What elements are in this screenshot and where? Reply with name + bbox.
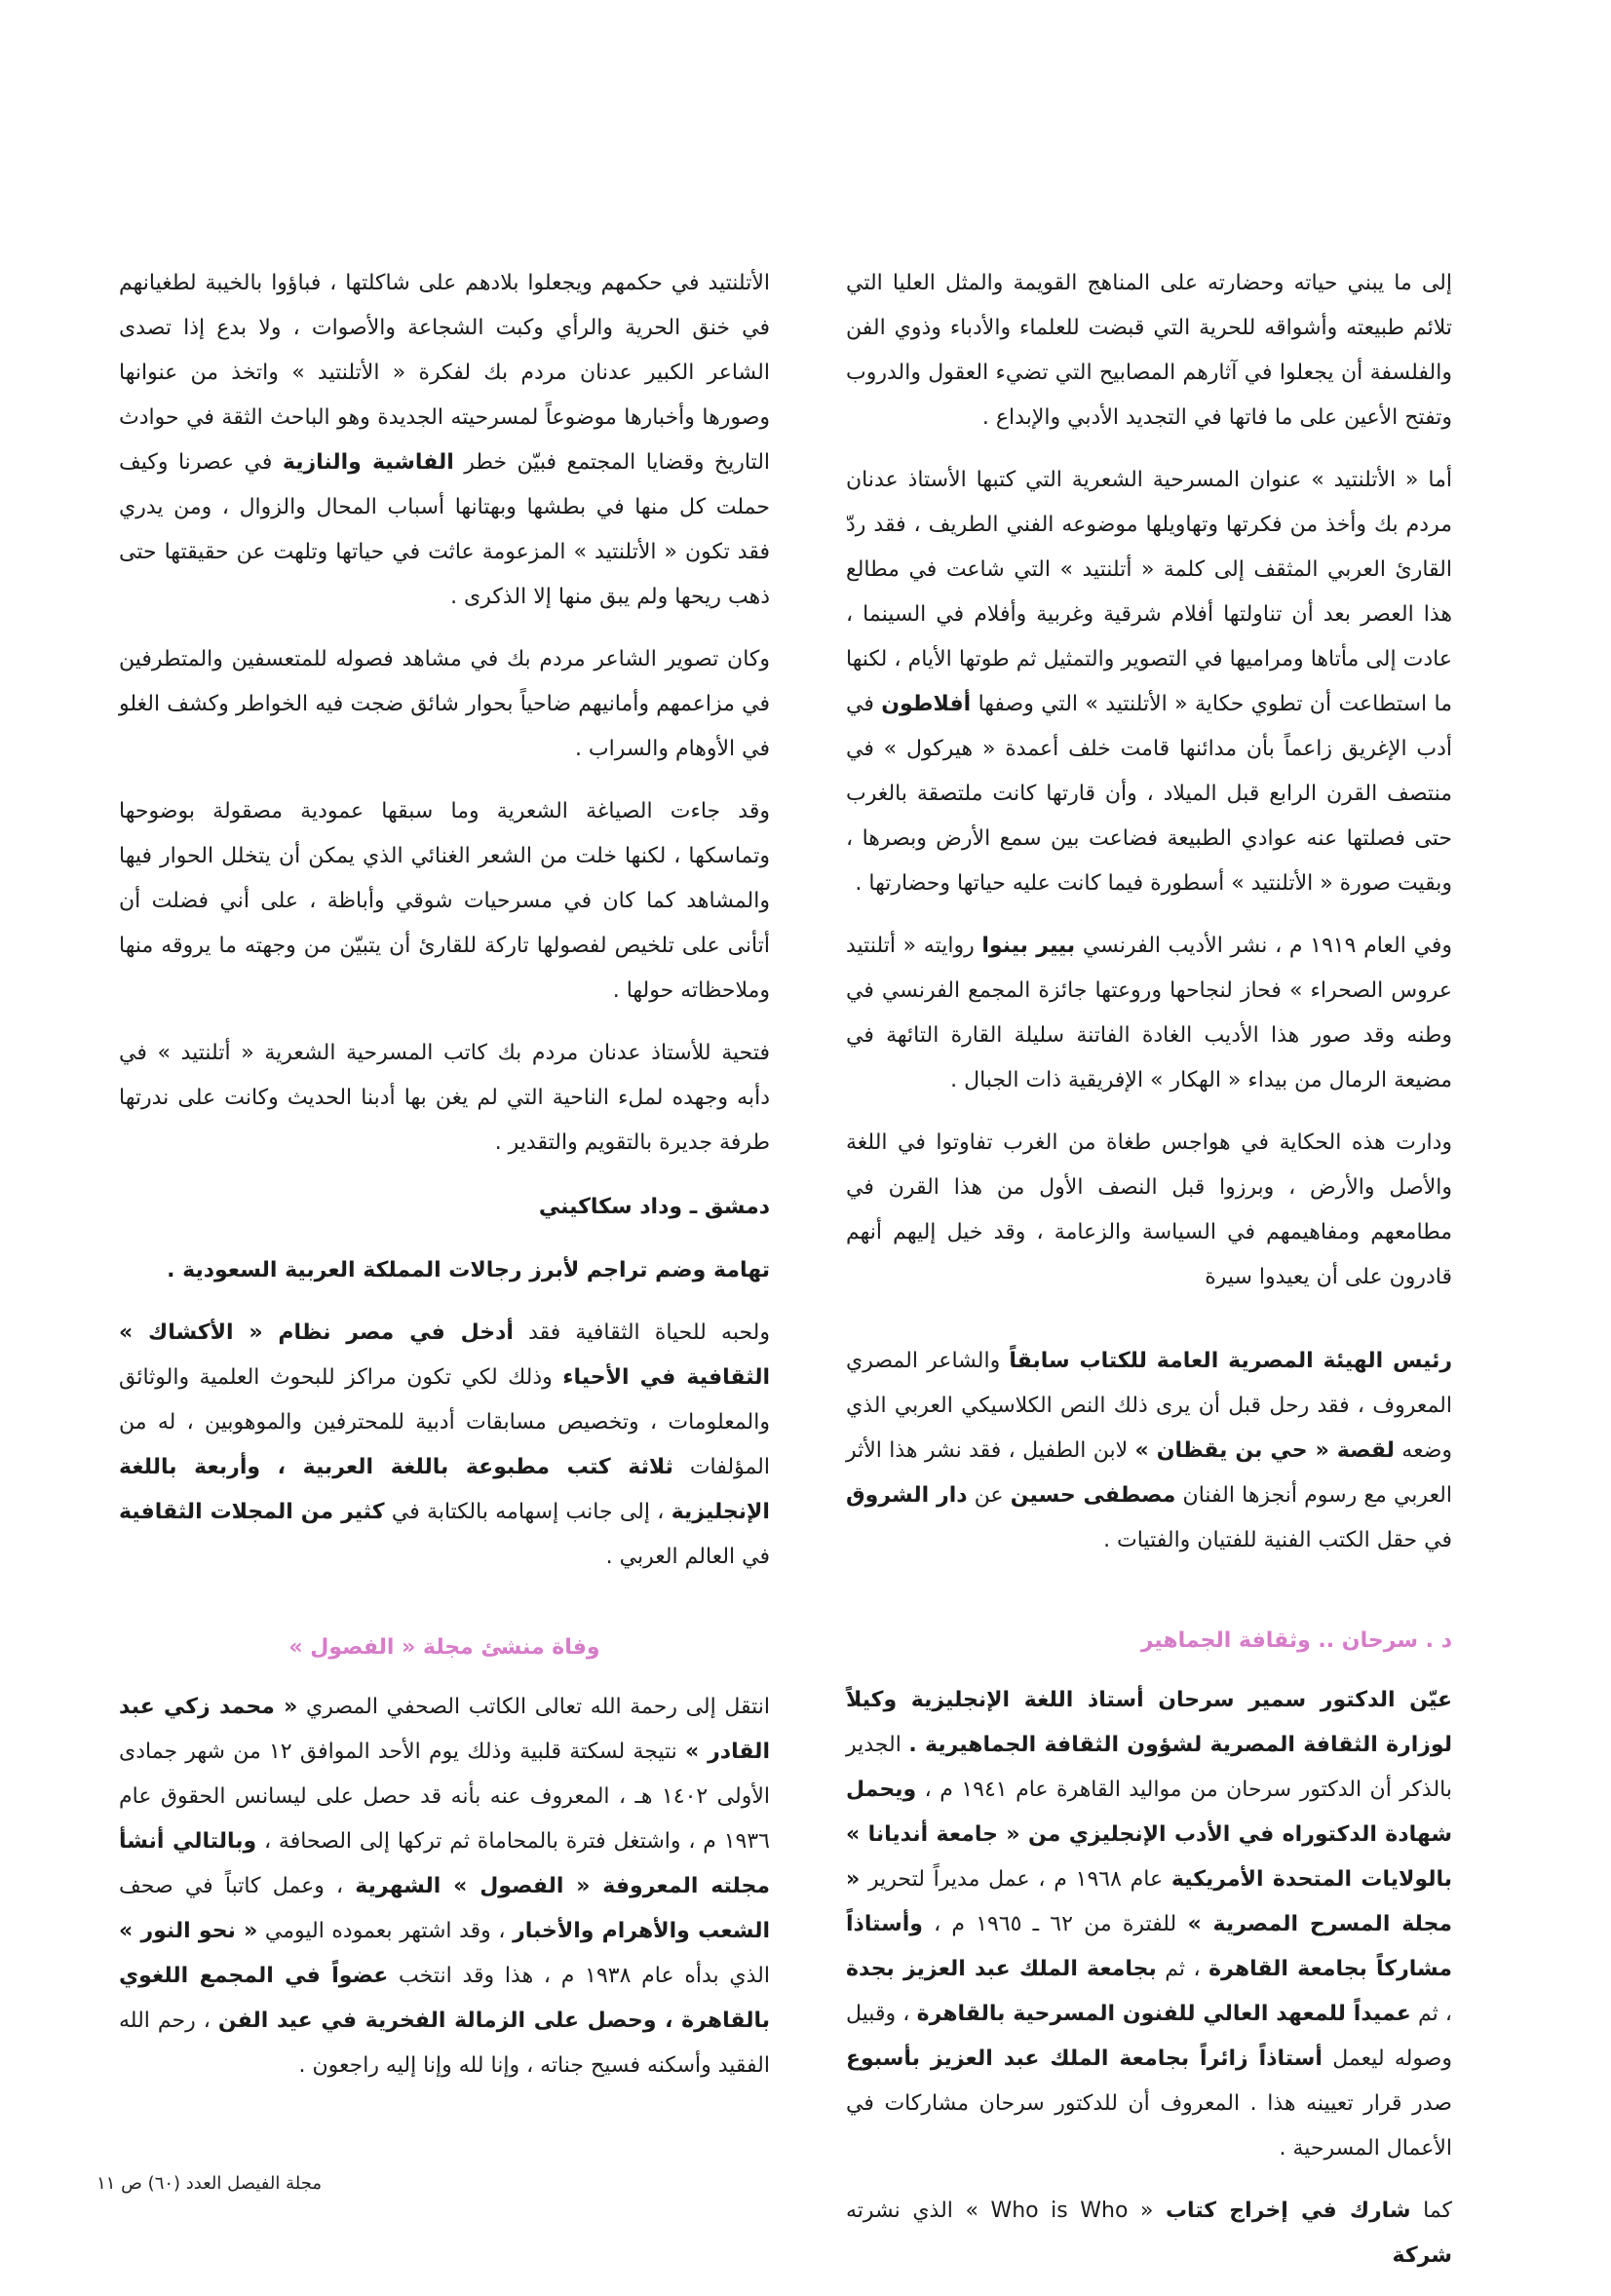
section-heading-sarhan: د . سرحان .. وثقافة الجماهير <box>1140 1628 1452 1653</box>
right-paragraph-sarhan: عيّن الدكتور سمير سرحان أستاذ اللغة الإنجليزية وكيلاً لوزارة الثقافة المصرية لشؤون الثقافة الجماهيرية . الجدير بالذكر أن الدكتور سرحان من مواليد القاهرة عام ١٩٤١ م ، ويحمل شهادة الدكتوراه في الأدب الإنجليزي من « جامعة أنديانا » بالولايات المتحدة الأمريكية عام ١٩٦٨ م ، عمل مديراً لتحرير « مجلة المسرح المصرية » للفترة من ٦٢ ـ ١٩٦٥ م ، وأستاذاً مشاركاً بجامعة القاهرة ، ثم بجامعة الملك عبد العزيز بجدة ، ثم عميداً للمعهد العالي للفنون المسرحية بالقاهرة ، وقبيل وصوله ليعمل أستاذاً زائراً بجامعة الملك عبد العزيز بأسبوع صدر قرار تعيينه هذا . المعروف أن للدكتور سرحان مشاركات في الأعمال المسرحية . <box>846 1688 1453 2161</box>
left-paragraph-tihama: تهامة وضم تراجم لأبرز رجالات المملكة العربية السعودية . <box>167 1258 770 1282</box>
pierre-benoit-name: بيير بينوا <box>981 934 1076 958</box>
left-paragraph-2: وكان تصوير الشاعر مردم بك في مشاهد فصوله للمتعسفين والمتطرفين في مزاعمهم وأمانيهم ضاحياً بحوار شائق ضجت فيه الخواطر وكشف الغلو في الأوهام والسراب . <box>119 647 770 761</box>
footer-text: مجلة الفيصل العدد (٦٠) ص ١١ <box>96 2173 322 2194</box>
article-signature: دمشق ـ وداد سكاكيني <box>538 1195 770 1219</box>
right-paragraph-atlantis: أما « الأتلنتيد » عنوان المسرحية الشعرية التي كتبها الأستاذ عدنان مردم بك وأخذ من فكرتها وتهاويلها موضوعه الفني الطريف ، فقد ردّ القارئ العربي المثقف إلى كلمة « أتلنتيد » التي شاعت في مطالع هذا العصر بعد أن تناولتها أفلام شرقية وغربية وأفلام في السينما ، عادت إلى مأتاها ومراميها في التصوير والتمثيل ثم طوتها الأيام ، لكنها ما استطاعت أن تطوي حكاية « الأتلنتيد » التي وصفها أفلاطون في أدب الإغريق زاعماً بأن مدائنها قامت خلف أعمدة « هيركول » في منتصف القرن الرابع قبل الميلاد ، وأن قارتها كانت ملتصقة بالغرب حتى فصلتها عنه عوادي الطبيعة فضاعت بين سمع الأرض وبصرها ، وبقيت صورة « الأتلنتيد » أسطورة فيما كانت عليه حياتها وحضارتها . <box>846 468 1452 896</box>
right-paragraph-1: إلى ما يبني حياته وحضارته على المناهج القويمة والمثل العليا التي تلائم طبيعته وأشواقه للحرية التي قبضت للعلماء والأدباء وذوي الفن والفلسفة أن يجعلوا في آثارهم المصابيح التي تضيء العقول والدروب وتفتح الأعين على ما فاتها في التجديد الأدبي والإبداع . <box>846 271 1452 430</box>
right-paragraph-benoit: وفي العام ١٩١٩ م ، نشر الأديب الفرنسي بيير بينوا روايته « أتلنتيد عروس الصحراء » فحاز لنجاحها وروعتها جائزة المجمع الفرنسي في وطنه وقد صور هذا الأديب الغادة الفاتنة سليلة القارة التائهة في مضيعة الرمال من بيداء « الهكار » الإفريقية ذات الجبال . <box>846 934 1452 1092</box>
plato-name: أفلاطون <box>881 692 972 716</box>
page-footer <box>68 2173 322 2194</box>
left-paragraph-obituary: انتقل إلى رحمة الله تعالى الكاتب الصحفي المصري « محمد زكي عبد القادر » نتيجة لسكتة قلبية وذلك يوم الأحد الموافق ١٢ من شهر جمادى الأولى ١٤٠٢ هـ ، المعروف عنه بأنه قد حصل على ليسانس الحقوق عام ١٩٣٦ م ، واشتغل فترة بالمحاماة ثم تركها إلى الصحافة ، وبالتالي أنشأ مجلته المعروفة « الفصول » الشهرية ، وعمل كاتباً في صحف الشعب والأهرام والأخبار ، وقد اشتهر بعموده اليومي « نحو النور » الذي بدأه عام ١٩٣٨ م ، هذا وقد انتخب عضواً في المجمع اللغوي بالقاهرة ، وحصل على الزمالة الفخرية في عيد الفن ، رحم الله الفقيد وأسكنه فسيح جناته ، وإنا لله وإنا إليه راجعون . <box>119 1695 771 2078</box>
section-heading-death: وفاة منشئ مجلة « الفصول » <box>288 1635 600 1660</box>
right-paragraph-book-authority: رئيس الهيئة المصرية العامة للكتاب سابقاً والشاعر المصري المعروف ، فقد رحل قبل أن يرى ذلك النص الكلاسيكي العربي الذي وضعه لقصة « حي بن يقظان » لابن الطفيل ، فقد نشر هذا الأثر العربي مع رسوم أنجزها الفنان مصطفى حسين عن دار الشروق في حقل الكتب الفنية للفتيان والفتيات . <box>846 1349 1453 1552</box>
fascism-nazism: الفاشية والنازية <box>282 450 454 475</box>
right-paragraph-tyrants: ودارت هذه الحكاية في هواجس طغاة من الغرب تفاوتوا في اللغة والأصل والأرض ، وبرزوا قبل النصف الأول من هذا القرن في مطامعهم ومفاهيمهم في السياسة والزعامة ، وقد خيل إليهم أنهم قادرون على أن يعيدوا سيرة <box>846 1130 1452 1289</box>
left-paragraph-1: الأتلنتيد في حكمهم ويجعلوا بلادهم على شاكلتها ، فباؤوا بالخيبة لطغيانهم في خنق الحرية والرأي وكبت الشجاعة والأصوات ، ولا بدع إذا تصدى الشاعر الكبير عدنان مردم بك لفكرة « الأتلنتيد » واتخذ من عنوانها وصورها وأخبارها موضوعاً لمسرحيته الجديدة وهو الباحث الثقة في حوادث التاريخ وقضايا المجتمع فبيّن خطر الفاشية والنازية في عصرنا وكيف حملت كل منها في بطشها وبهتانها أسباب المحال والزوال ، ومن يدري فقد تكون « الأتلنتيد » المزعومة عاثت في حياتها وتلهت عن حقيقتها حتى ذهب ريحها ولم يبق منها إلا الذكرى . <box>119 271 771 609</box>
left-paragraph-kiosks: ولحبه للحياة الثقافية فقد أدخل في مصر نظام « الأكشاك » الثقافية في الأحياء وذلك لكي تكون مراكز للبحوث العلمية والوثائق والمعلومات ، وتخصيص مسابقات أدبية للمحترفين والموهوبين ، له من المؤلفات ثلاثة كتب مطبوعة باللغة العربية ، وأربعة باللغة الإنجليزية ، إلى جانب إسهامه بالكتابة في كثير من المجلات الثقافية في العالم العربي . <box>119 1320 771 1569</box>
right-column <box>846 261 1452 2296</box>
left-paragraph-3: وقد جاءت الصياغة الشعرية وما سبقها عمودية مصقولة بوضوحها وتماسكها ، لكنها خلت من الشعر الغنائي الذي يمكن أن يتخلل الحوار فيها والمشاهد كما كان في مسرحيات شوقي وأباظة ، على أني فضلت أن أتأنى على تلخيص لفصولها تاركة للقارئ أن يتبيّن من وجهته ما يروقه منها وملاحظاته حولها . <box>119 799 770 1003</box>
right-paragraph-whoiswho: كما شارك في إخراج كتاب « Who is Who » الذي نشرته شركة <box>846 2199 1453 2268</box>
left-paragraph-4: فتحية للأستاذ عدنان مردم بك كاتب المسرحية الشعرية « أتلنتيد » في دأبه وجهده لملء الناحية التي لم يغن بها أدبنا الحديث وكانت على ندرتها طرفة جديرة بالتقويم والتقدير . <box>119 1041 770 1155</box>
left-column <box>119 261 770 2106</box>
